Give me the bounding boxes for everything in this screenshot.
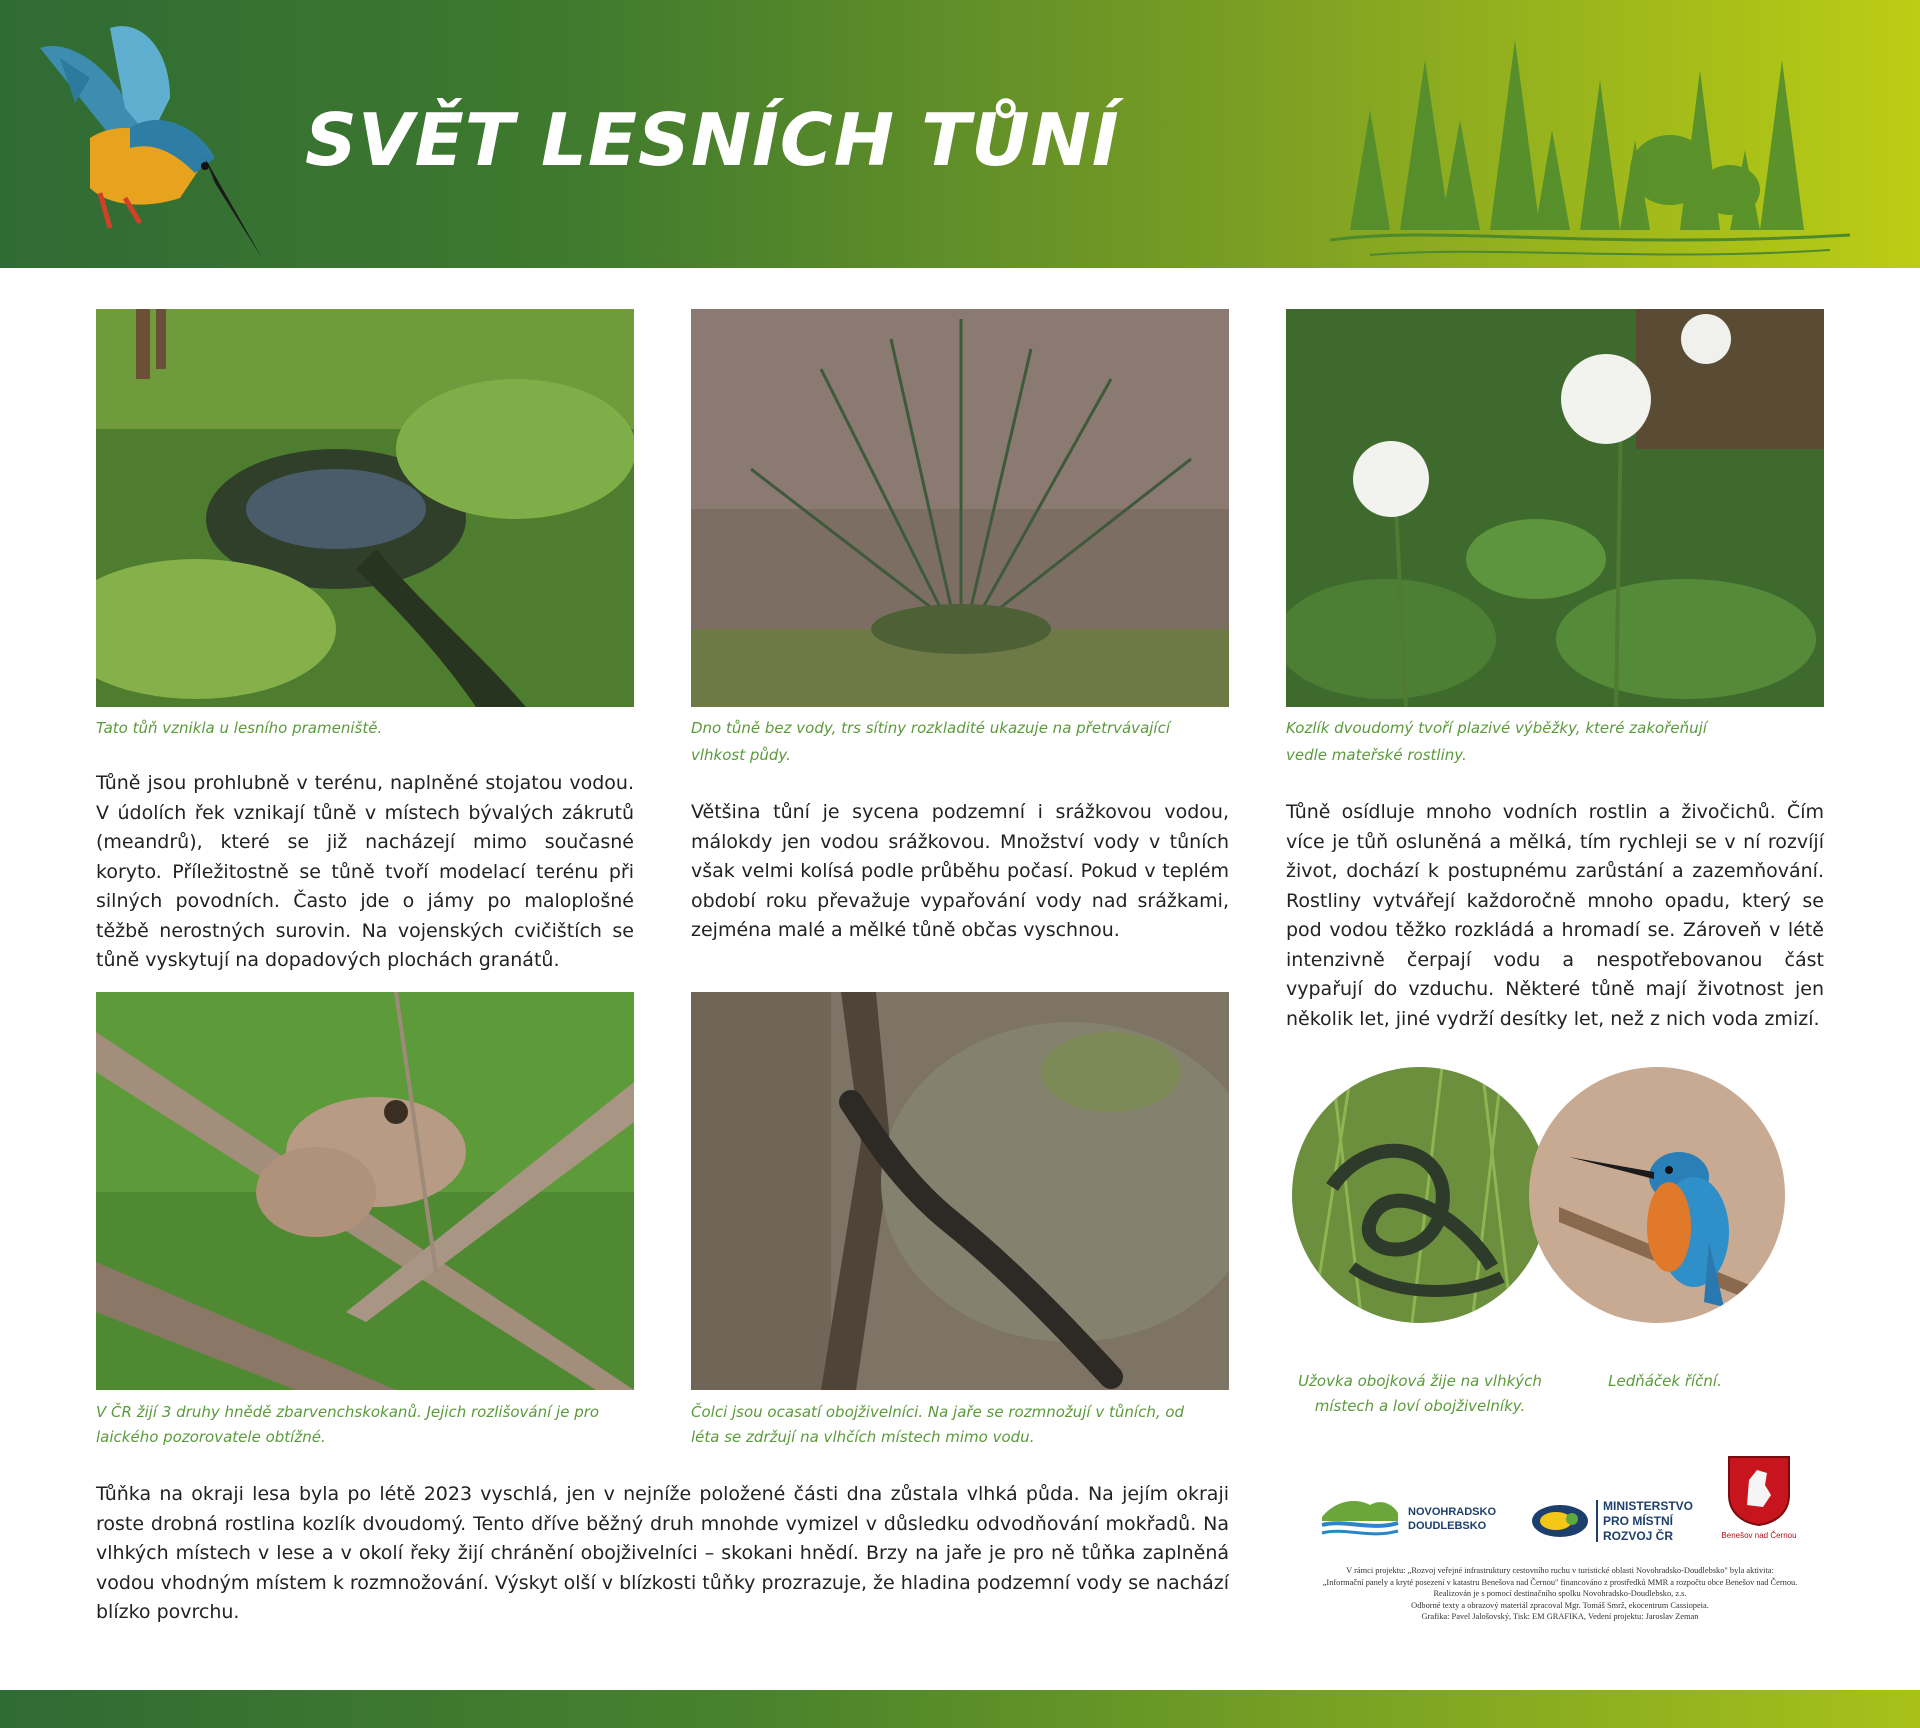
paragraph-ponds-definition: Tůně jsou prohlubně v terénu, naplněné stojatou vodou. V údolích řek vznikají tůně v místech bývalých zákrutů (meandrů), které se již nacházejí mimo současné koryto. Příležitostně se tůně tvoří modelací terénu při silných povodních. Často jde o jámy po maloplošné těžbě nerostných surovin. Na vojenských cvičištích se tůně vyskytují na dopadových plochách granátů. xyxy=(96,772,634,971)
credit-line: Odborné texty a obrazový materiál zpracoval Mgr. Tomáš Smrž, ekocentrum Cassiopeia. xyxy=(1411,1600,1709,1610)
paragraph-water-sources: Většina tůní je sycena podzemní i srážkovou vodou, málokdy jen vodou srážkovou. Množství vody v tůních však velmi kolísá podle průběhu počasí. Pokud v teplém období roku převažuje vypařování vody nad srážkami, zejména malé a mělké tůně občas vyschnou. xyxy=(691,801,1229,941)
photo-newt xyxy=(691,992,1229,1390)
photo-forest-pool xyxy=(96,309,634,707)
caption-grass-snake: Užovka obojková žije na vlhkých místech a loví obojživelníky. xyxy=(1298,1372,1542,1415)
partner-logos xyxy=(1320,1455,1800,1565)
photo-grass-snake xyxy=(1292,1067,1548,1323)
mmr-name: MINISTERSTVO PRO MÍSTNÍ ROZVOJ ČR xyxy=(1603,1499,1694,1543)
novohradsko-doudlebsko-name: NOVOHRADSKO DOUDLEBSKO xyxy=(1408,1506,1497,1532)
project-credits xyxy=(1300,1565,1820,1623)
caption-photo-frog: V ČR žijí 3 druhy hnědě zbarvenchskokanů. Jejich rozlišování je pro laického pozorovatele obtížné. xyxy=(96,1403,600,1446)
caption-photo-valerian: Kozlík dvoudomý tvoří plazivé výběžky, které zakořeňují vedle mateřské rostliny. xyxy=(1286,719,1707,764)
photo-brown-frog xyxy=(96,992,634,1390)
forest-illustration-icon xyxy=(1290,0,1890,268)
mmr-logo-icon xyxy=(1530,1503,1590,1539)
caption-photo-forest-pool: Tato tůň vznikla u lesního prameniště. xyxy=(96,719,383,737)
benesov-name: Benešov nad Černou xyxy=(1721,1531,1797,1540)
credit-line: Realizován je s pomocí destinačního spolku Novohradsko-Doudlebsko, z.s. xyxy=(1433,1589,1687,1599)
paragraph-forest-pond: Tůňka na okraji lesa byla po létě 2023 vyschlá, jen v nejníže položené části dna zůstala vlhká půda. Na jejím okraji roste drobná rostlina kozlík dvoudomý. Tento dříve běžný druh mnohde vymizel v důsledku odvodňování mokřadů. Na vlhkých místech v lese a v okolí řeky žijí chránění obojživelníci – skokani hnědí. Brzy na jaře je pro ně tůňka zaplněná vodou vhodným místem k rozmnožování. Výskyt olší v blízkosti tůňky prozrazuje, že hladina podzemní vody se nachází blízko povrchu. xyxy=(96,1483,1229,1623)
header-banner xyxy=(0,0,1920,268)
caption-photo-dry-pool: Dno tůně bez vody, trs sítiny rozkladité ukazuje na přetrvávající vlhkost půdy. xyxy=(691,719,1171,764)
photo-dry-pool-rush xyxy=(691,309,1229,707)
photo-valerian-plant xyxy=(1286,309,1824,707)
benesov-coat-of-arms-icon xyxy=(1727,1455,1791,1527)
credit-line: V rámci projektu: „Rozvoj veřejné infrastruktury cestovního ruchu v turistické oblasti Novohradsko-Doudlebsko" byla aktivita: xyxy=(1346,1566,1774,1575)
footer-bar xyxy=(0,1690,1920,1728)
page-title: SVĚT LESNÍCH TŮNÍ xyxy=(305,98,1120,182)
kingfisher-illustration-icon xyxy=(30,8,270,263)
credit-line: „Informační panely a kryté posezení v katastru Benešova nad Černou" financováno z prostředků MMR a rozpočtu obce Benešov nad Černou. xyxy=(1322,1577,1798,1587)
novohradsko-doudlebsko-logo-icon xyxy=(1320,1493,1400,1539)
caption-photo-newt: Čolci jsou ocasatí obojživelníci. Na jaře se rozmnožují v tůních, od léta se zdržují na vlhčích místech mimo vodu. xyxy=(691,1403,1185,1446)
credit-line: Grafika: Pavel Jalošovský, Tisk: EM GRAFIKA, Vedení projektu: Jaroslav Zeman xyxy=(1421,1612,1699,1622)
caption-kingfisher: Ledňáček říční. xyxy=(1608,1372,1722,1390)
mmr-logo-divider xyxy=(1596,1500,1598,1542)
paragraph-pond-life: Tůně osídluje mnoho vodních rostlin a živočichů. Čím více je tůň osluněná a mělká, tím rychleji se v ní rozvíjí život, dochází k postupnému zarůstání a zazemňování. Rostliny vytvářejí každoročně mnoho opadu, který se pod vodou těžko rozkládá a hromadí se. Zároveň v létě intenzivně čerpají vodu a nespotřebovanou část vypařují do vzduchu. Některé tůně mají životnost jen několik let, jiné vydrží desítky let, než z nich voda zmizí. xyxy=(1286,801,1824,1030)
photo-kingfisher xyxy=(1529,1067,1785,1323)
